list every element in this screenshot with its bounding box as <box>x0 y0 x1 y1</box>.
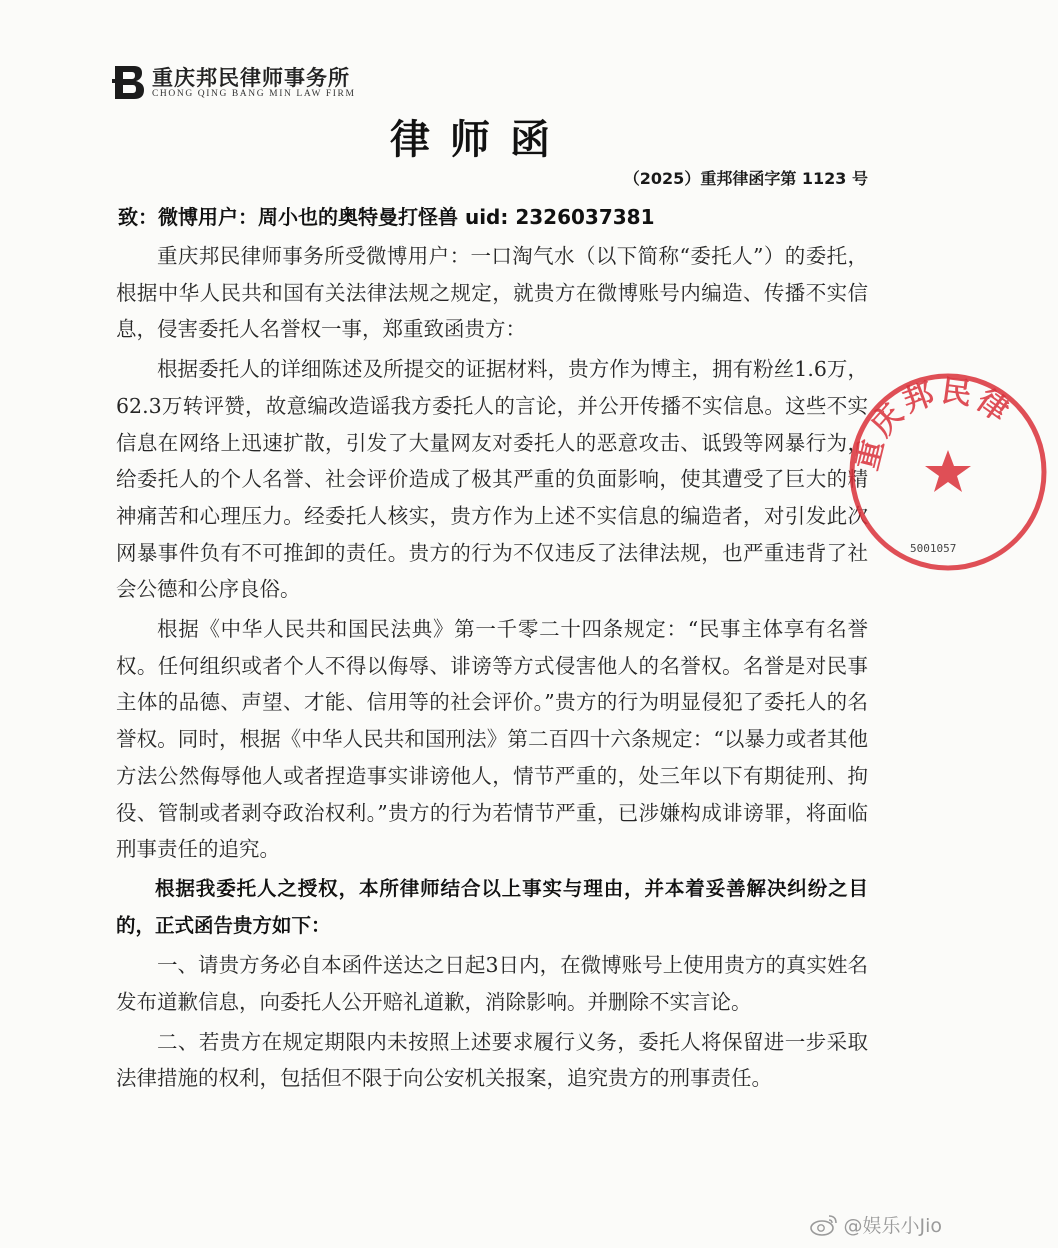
firm-name: 重庆邦民律师事务所 <box>152 66 350 90</box>
letterhead <box>112 62 512 104</box>
paragraph-intro: 重庆邦民律师事务所受微博用户：一口淘气水（以下简称“委托人”）的委托，根据中华人民共和国有关法律法规之规定，就贵方在微博账号内编造、传播不实信息，侵害委托人名誉权一事，郑重致函贵方： <box>116 244 868 342</box>
weibo-watermark <box>809 1211 942 1238</box>
official-seal-stamp <box>838 362 1058 582</box>
demand-item-2: 二、若贵方在规定期限内未按照上述要求履行义务，委托人将保留进一步采取法律措施的权利，包括但不限于向公安机关报案，追究贵方的刑事责任。 <box>116 1029 868 1091</box>
letter-title: 律师函 <box>390 116 570 163</box>
paragraph-facts: 根据委托人的详细陈述及所提交的证据材料，贵方作为博主，拥有粉丝1.6万，62.3万转评赞，故意编改造谣我方委托人的言论，并公开传播不实信息。这些不实信息在网络上迅速扩散，引发了大量网友对委托人的恶意攻击、诋毁等网暴行为，给委托人的个人名誉、社会评价造成了极其严重的负面影响，使其遭受了巨大的精神痛苦和心理压力。经委托人核实，贵方作为上述不实信息的编造者，对引发此次网暴事件负有不可推卸的责任。贵方的行为不仅违反了法律法规，也严重违背了社会公德和公序良俗。 <box>116 357 868 602</box>
seal-text: 重庆邦民律 <box>849 373 1019 474</box>
law-firm-logo-icon <box>112 62 146 102</box>
seal-number: 5001057 <box>910 542 957 555</box>
paragraph-notice: 根据我委托人之授权，本所律师结合以上事实与理由，并本着妥善解决纠纷之目的，正式函告贵方如下： <box>116 876 868 937</box>
recipient-line: 致：微博用户：周小也的奥特曼打怪兽 uid: 2326037381 <box>118 205 655 229</box>
paragraph-legal-basis: 根据《中华人民共和国民法典》第一千零二十四条规定：“民事主体享有名誉权。任何组织或者个人不得以侮辱、诽谤等方式侵害他人的名誉权。名誉是对民事主体的品德、声望、才能、信用等的社会评价。”贵方的行为明显侵犯了委托人的名誉权。同时，根据《中华人民共和国刑法》第二百四十六条规定：“以暴力或者其他方法公然侮辱他人或者捏造事实诽谤他人，情节严重的，处三年以下有期徒刑、拘役、管制或者剥夺政治权利。”贵方的行为若情节严重，已涉嫌构成诽谤罪，将面临刑事责任的追究。 <box>116 617 868 862</box>
svg-text:重庆邦民律 <box>850 374 1018 474</box>
document-number: （2025）重邦律函字第 1123 号 <box>623 169 868 188</box>
seal-star-icon <box>925 450 971 492</box>
letter-body <box>116 238 868 1100</box>
weibo-logo-icon <box>809 1213 839 1237</box>
firm-name-english: CHONG QING BANG MIN LAW FIRM <box>152 89 356 99</box>
watermark-text: @娱乐小Jio <box>843 1215 942 1237</box>
demand-item-1: 一、请贵方务必自本函件送达之日起3日内，在微博账号上使用贵方的真实姓名发布道歉信息，向委托人公开赔礼道歉，消除影响。并删除不实言论。 <box>116 953 868 1015</box>
